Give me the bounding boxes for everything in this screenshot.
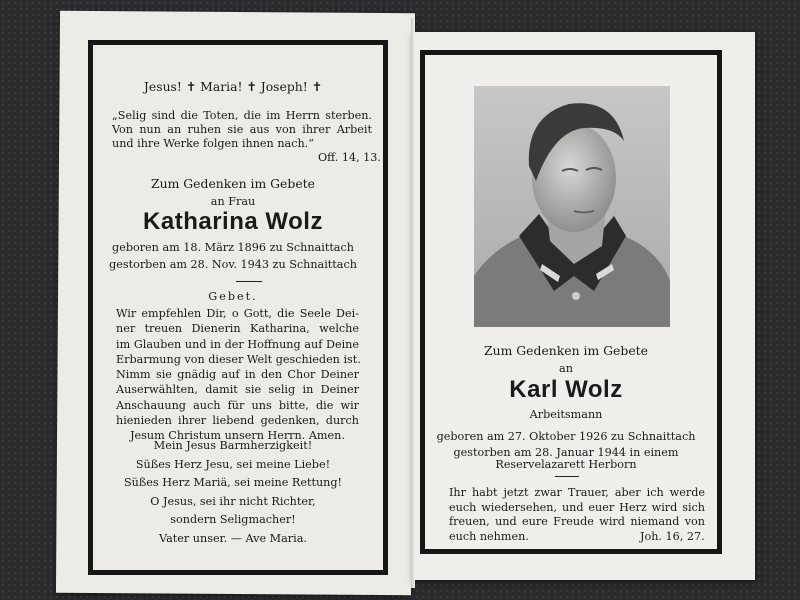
prayer-line: Anschauung auch für uns bitte, die wir [116, 398, 359, 412]
memorial-heading: Zum Gedenken im Gebete [151, 176, 315, 191]
prayer-line: Erbarmung von dieser Welt geschieden ist. [116, 352, 361, 366]
quote-reference: Off. 14, 13. [318, 151, 381, 164]
memorial-heading: Zum Gedenken im Gebete [484, 343, 648, 358]
dedication-prefix: an Frau [210, 195, 256, 208]
ejaculation-line: Süßes Herz Jesu, sei meine Liebe! [135, 457, 331, 471]
prayer-line: ner treuen Dienerin Katharina, welche [116, 322, 359, 336]
ejaculation-line: Mein Jesus Barmherzigkeit! [153, 439, 313, 452]
death-place: Reservelazarett Herborn [495, 458, 637, 471]
ejaculation-line: sondern Seligmacher! [170, 513, 296, 526]
prayer-title: Gebet. [208, 290, 258, 303]
verse-line: freuen, und eure Freude wird niemand von [449, 515, 705, 528]
ejaculation-line: O Jesus, sei ihr nicht Richter, [150, 494, 316, 508]
prayer-line: im Glauben und in der Hoffnung auf Deine [116, 337, 359, 351]
dedication-prefix: an [559, 362, 573, 375]
death-date: gestorben am 28. Januar 1944 in einem [453, 446, 679, 459]
ejaculation-line: Vater unser. — Ave Maria. [159, 531, 307, 545]
prayer-line: Wir empfehlen Dir, o Gott, die Seele Dei- [116, 307, 359, 320]
prayer-line: hienieden ihrer liebend gedenken, durch [116, 414, 359, 428]
deceased-name: Katharina Wolz [143, 208, 323, 235]
prayer-line: Jesum Christum unsern Herrn. Amen. [130, 429, 345, 443]
ejaculation-line: Süßes Herz Mariä, sei meine Rettung! [123, 476, 343, 489]
deceased-name: Karl Wolz [509, 376, 623, 403]
birth-date: geboren am 18. März 1896 zu Schnaittach [112, 241, 354, 254]
quote-line: „Selig sind die Toten, die im Herrn sterben. [112, 109, 372, 122]
prayer-line: Nimm sie gnädig auf in den Chor Deiner [116, 368, 359, 382]
card-fold [411, 18, 415, 588]
ejaculations [98, 437, 368, 548]
death-date: gestorben am 28. Nov. 1943 zu Schnaittach [109, 258, 357, 271]
prayer-line: Auserwählten, damit sie selig in Deiner [116, 383, 359, 397]
verse-line: Ihr habt jetzt zwar Trauer, aber ich werde [449, 486, 705, 499]
divider [236, 281, 262, 282]
quote-line: und ihre Werke folgen ihnen nach.“ [112, 137, 314, 150]
invocation: Jesus! ✝ Maria! ✝ Joseph! ✝ [143, 79, 323, 94]
scripture-quote [112, 109, 372, 151]
portrait-photo-drawing [474, 86, 670, 327]
occupation: Arbeitsmann [529, 408, 603, 421]
prayer-text [116, 306, 359, 444]
verse-reference: Joh. 16, 27. [640, 530, 705, 543]
verse-line: euch nehmen. [449, 529, 529, 543]
portrait-photo [474, 86, 670, 327]
verse-line: euch wiedersehen, und euer Herz wird sich [449, 500, 705, 514]
quote-line: Von nun an ruhen sie aus von ihrer Arbeit [112, 123, 372, 136]
birth-date: geboren am 27. Oktober 1926 zu Schnaittach [436, 430, 696, 443]
divider [555, 476, 579, 477]
